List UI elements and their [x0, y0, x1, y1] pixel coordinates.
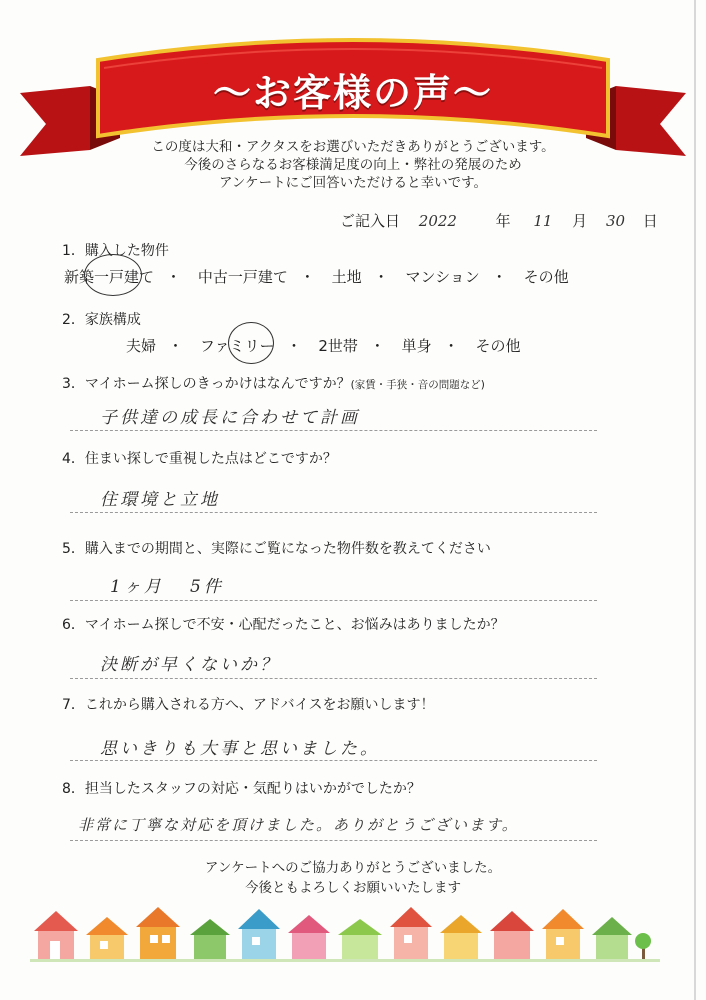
tree-icon: [635, 933, 651, 959]
question-2: 2．家族構成: [62, 312, 141, 328]
intro-text: [0, 138, 706, 192]
house-icon: [288, 915, 330, 959]
answer-8: 非常に丁寧な対応を頂けました。ありがとうございます。: [78, 816, 519, 834]
house-icon: [34, 911, 78, 959]
q1-option[interactable]: マンション: [405, 268, 480, 286]
house-icon: [490, 911, 534, 959]
answer-7: 思いきりも大事と思いました。: [100, 739, 380, 759]
closing-line: 今後ともよろしくお願いいたします: [245, 880, 461, 896]
answer-line: [70, 600, 597, 601]
q1-option[interactable]: 土地: [331, 268, 362, 286]
answer-line: [70, 840, 597, 841]
house-icon: [190, 919, 230, 959]
q1-option[interactable]: 中古一戸建て: [197, 268, 288, 286]
closing-message: [0, 858, 706, 898]
q2-selection-circle: [228, 322, 274, 364]
house-icon: [542, 909, 584, 959]
question-1: 1．購入した物件: [62, 243, 169, 259]
house-icon: [440, 915, 482, 959]
ground-strip: [30, 959, 660, 962]
house-icon: [390, 907, 432, 959]
answer-6: 決断が早くないか？: [100, 655, 280, 675]
house-icon: [136, 907, 180, 959]
entry-date: [340, 210, 658, 231]
question-3-note: (家賃・手狭・音の問題など): [350, 379, 485, 391]
q1-selection-circle: [84, 254, 142, 296]
house-icon: [592, 917, 632, 959]
answer-5-count: 5件: [190, 577, 224, 597]
question-3-text: 3．マイホーム探しのきっかけはなんですか？: [62, 376, 351, 392]
answer-4: 住環境と立地: [100, 490, 220, 510]
intro-line: アンケートにご回答いただけると幸いです。: [218, 175, 488, 191]
house-icon: [238, 909, 280, 959]
question-4: 4．住まい探しで重視した点はどこですか？: [62, 451, 337, 467]
date-label: ご記入日: [340, 212, 401, 230]
answer-line: [70, 760, 597, 761]
q1-option[interactable]: その他: [523, 268, 569, 286]
closing-line: アンケートへのご協力ありがとうございました。: [204, 860, 502, 876]
house-icon: [338, 919, 382, 959]
date-year-value: 2022: [418, 212, 457, 230]
question-5: 5．購入までの期間と、実際にご覧になった物件数を教えてください: [62, 541, 491, 557]
question-8: 8．担当したスタッフの対応・気配りはいかがでしたか？: [62, 781, 421, 797]
date-month-unit: 月: [572, 212, 588, 230]
answer-line: [70, 512, 597, 513]
intro-line: 今後のさらなるお客様満足度の向上・弊社の発展のため: [184, 157, 522, 173]
q1-option[interactable]: 新築一戸建て: [64, 268, 155, 286]
q1-options: 新築一戸建て ・ 中古一戸建て ・ 土地 ・ マンション ・ その他: [64, 268, 569, 286]
date-day-unit: 日: [642, 212, 658, 230]
q2-option[interactable]: 2世帯: [318, 337, 358, 355]
house-icon: [86, 917, 128, 959]
intro-line: この度は大和・アクタスをお選びいただきありがとうございます。: [151, 139, 555, 155]
q2-option[interactable]: 単身: [401, 337, 432, 355]
answer-3: 子供達の成長に合わせて計画: [100, 408, 360, 428]
q2-option[interactable]: ファミリー: [199, 337, 275, 355]
answer-line: [70, 430, 597, 431]
q2-option[interactable]: その他: [475, 337, 521, 355]
page-title: ～お客様の声～: [212, 71, 493, 115]
answer-line: [70, 678, 597, 679]
question-7: 7．これから購入される方へ、アドバイスをお願いします！: [62, 697, 435, 713]
date-year-unit: 年: [495, 212, 511, 230]
answer-5-period: 1ヶ月: [110, 577, 164, 597]
q2-options: 夫婦 ・ ファミリー ・ 2世帯 ・ 単身 ・ その他: [126, 337, 521, 355]
question-3: [62, 373, 485, 393]
houses-illustration: [30, 905, 660, 965]
date-month-value: 11: [533, 212, 553, 230]
q2-option[interactable]: 夫婦: [126, 337, 157, 355]
date-day-value: 30: [605, 212, 626, 230]
question-6: 6．マイホーム探しで不安・心配だったこと、お悩みはありましたか？: [62, 617, 505, 633]
